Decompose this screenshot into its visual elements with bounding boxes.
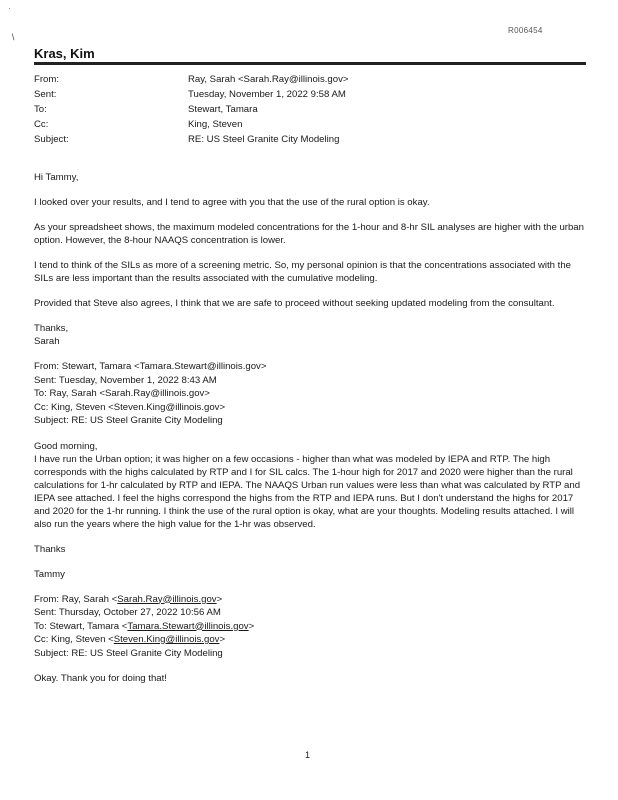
paragraph-3: I tend to think of the SILs as more of a screening metric. So, my personal opinion is that the concentrations associated with the SILs are less important than the results associated with the cumulative modeling. (34, 260, 572, 284)
scan-mark: · (8, 4, 11, 13)
quote2-subject: Subject: RE: US Steel Granite City Modeling (34, 647, 223, 659)
from-value: Ray, Sarah <Sarah.Ray@illinois.gov> (188, 74, 349, 85)
to-value: Stewart, Tamara (188, 104, 258, 115)
quote2-to-suffix: > (248, 620, 255, 632)
closing: Thanks, (34, 323, 69, 334)
header-rule (34, 62, 586, 65)
subject-value: RE: US Steel Granite City Modeling (188, 134, 340, 145)
header-to-row (34, 104, 586, 119)
quote2-cc-prefix: Cc: King, Steven < (34, 634, 114, 645)
quote1-cc: Cc: King, Steven <Steven.King@illinois.gov> (34, 401, 226, 413)
quote1-subject: Subject: RE: US Steel Granite City Modeling (34, 415, 223, 426)
subject-label: Subject: (34, 134, 69, 145)
document-id: R006454 (508, 26, 543, 35)
quote2-to-prefix: To: Stewart, Tamara < (34, 620, 128, 632)
quote2-cc-email-link[interactable]: Steven.King@illinois.gov (113, 634, 220, 645)
scan-tick-mark: / (9, 32, 17, 42)
cc-value: King, Steven (188, 119, 243, 130)
quote2-from (34, 593, 586, 607)
email-body (34, 171, 586, 685)
quote1-from: From: Stewart, Tamara <Tamara.Stewart@illinois.gov> (34, 361, 267, 372)
quote2-from-suffix: > (216, 593, 223, 605)
signature: Sarah (34, 336, 60, 347)
quoted-header-1 (34, 360, 586, 428)
paragraph-2: As your spreadsheet shows, the maximum modeled concentrations for the 1-hour and 8-hr SIL analyses are higher with the urban option. However, the 8-hour NAAQS concentration is lower. (34, 222, 584, 246)
quote1-greeting: Good morning, (34, 440, 98, 452)
quote1-closing: Thanks (34, 543, 66, 555)
greeting: Hi Tammy, (34, 172, 79, 183)
header-subject-row (34, 134, 586, 149)
quote2-to (34, 620, 586, 634)
cc-label: Cc: (34, 119, 49, 130)
quoted-header-2 (34, 593, 586, 661)
to-label: To: (34, 104, 47, 115)
quote1-sent: Sent: Tuesday, November 1, 2022 8:43 AM (34, 374, 217, 386)
sent-value: Tuesday, November 1, 2022 9:58 AM (188, 89, 346, 100)
quote2-to-email-link[interactable]: Tamara.Stewart@illinois.gov (127, 620, 249, 632)
paragraph-4: Provided that Steve also agrees, I think that we are safe to proceed without seeking updated modeling from the consultant. (34, 298, 555, 309)
quote2-sent: Sent: Thursday, October 27, 2022 10:56 AM (34, 607, 221, 618)
quote1-signature: Tammy (34, 568, 65, 580)
sent-label: Sent: (34, 89, 57, 100)
quote2-cc-suffix: > (219, 634, 226, 645)
quote1-to: To: Ray, Sarah <Sarah.Ray@illinois.gov> (34, 388, 210, 399)
quote2-from-email-link[interactable]: Sarah.Ray@illinois.gov (117, 593, 217, 605)
quote2-cc (34, 633, 586, 647)
page-number: 1 (305, 750, 311, 760)
quote2-from-prefix: From: Ray, Sarah < (34, 593, 118, 605)
paragraph-1: I looked over your results, and I tend to agree with you that the use of the rural option is okay. (34, 197, 430, 208)
quote1-body: I have run the Urban option; it was higher on a few occasions - higher than what was modeled by IEPA and RTP. The high corresponds with the highs calculated by RTP and I for SIL calcs. The 1-hour high for 2017 and 2020 were higher than the rural calculations for 1-hr calculated by RTP and IEPA. The NAAQS Urban run values were less than what was calculated by RTP and IEPA see attached. I feel the highs correspond the highs from the RTP and IEPA runs. But I don't understand the highs for 2017 and 2020 for the 1-hr running. I think the use of the rural option is okay, what are your thoughts. Modeling results attached. I will also run the years where the high value for the 1-hr was observed. (34, 453, 581, 530)
header-from-row (34, 74, 586, 89)
header-sent-row (34, 89, 586, 104)
from-label: From: (34, 74, 60, 85)
sender-name: Kras, Kim (34, 46, 95, 61)
quote2-body: Okay. Thank you for doing that! (34, 673, 167, 684)
header-cc-row (34, 119, 586, 134)
email-header (34, 74, 586, 149)
